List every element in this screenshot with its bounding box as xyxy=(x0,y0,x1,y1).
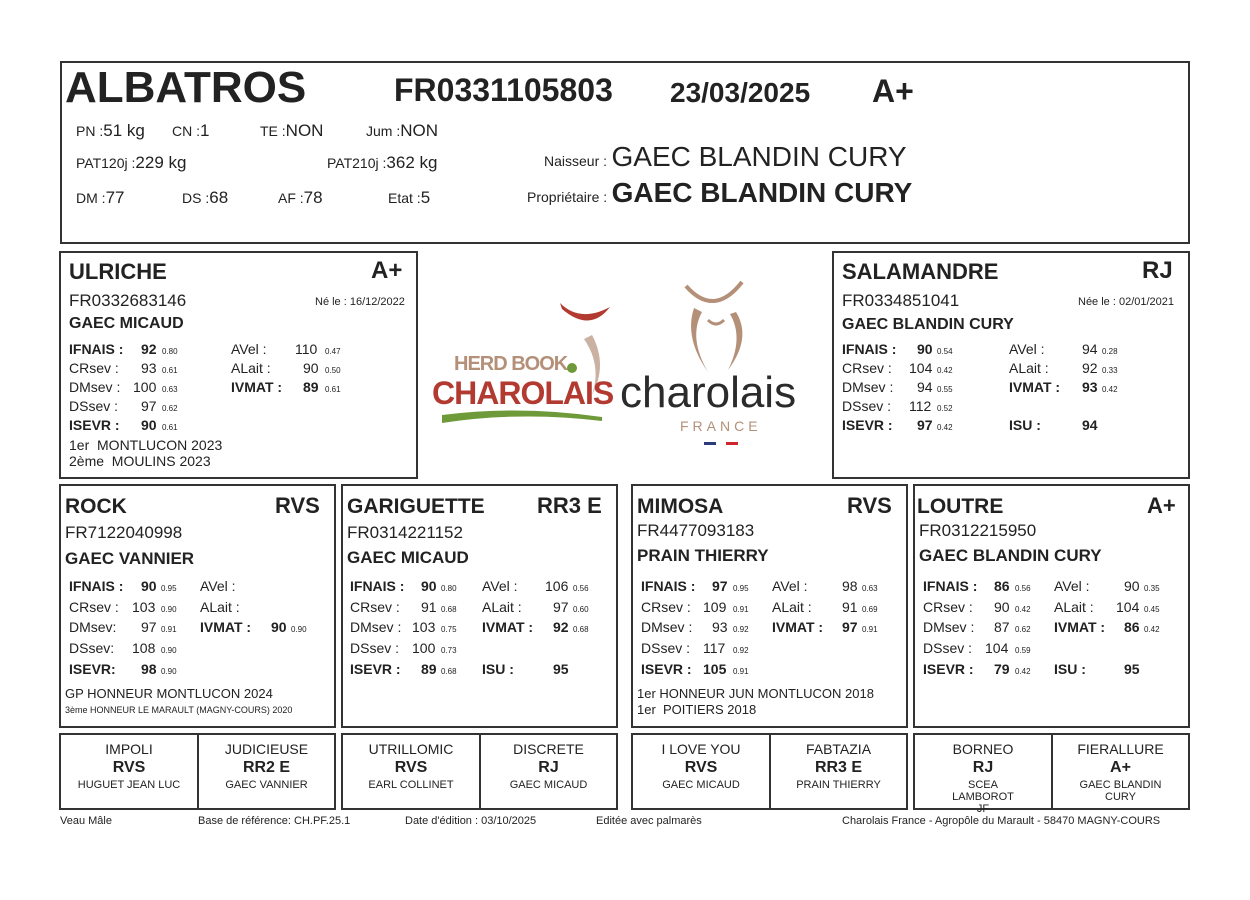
gp-stat-row: IFNAIS : 86 0.56 AVel : 90 0.35 xyxy=(923,578,1160,594)
af-field: AF :78 xyxy=(278,188,323,207)
gp-stat-row: CRsev : 109 0.91 ALait : 91 0.69 xyxy=(641,599,878,615)
sire-box xyxy=(59,251,418,479)
gp-id: FR7122040998 xyxy=(65,523,183,542)
proprietaire-field: Propriétaire : GAEC BLANDIN CURY xyxy=(527,177,913,208)
gp-owner: GAEC MICAUD xyxy=(347,548,469,567)
sire-stat-row: IFNAIS : 92 0.80 AVel : 110 0.47 xyxy=(69,341,341,357)
ggp-cell xyxy=(915,735,1053,815)
gp-stat-row: DSsev : 104 0.59 xyxy=(923,640,1031,656)
sire-id: FR0332683146 xyxy=(69,291,187,310)
dam-stat-row: DSsev : 112 0.52 xyxy=(842,398,953,414)
ggp-name: FIERALLURE xyxy=(1077,741,1164,757)
ggp-cell xyxy=(343,735,481,808)
herdbook-logo xyxy=(430,295,630,435)
herdbook-top-text: HERD BOOK xyxy=(454,353,568,375)
gp-stat-row: DSsev : 100 0.73 xyxy=(350,640,457,656)
footer-palmares-note: Editée avec palmarès xyxy=(596,815,702,827)
herdbook-main-text: CHAROLAIS xyxy=(432,375,614,411)
ggp-name: I LOVE YOU xyxy=(661,741,741,757)
gp-stat-row: IFNAIS : 97 0.95 AVel : 98 0.63 xyxy=(641,578,878,594)
gp-owner: GAEC VANNIER xyxy=(65,549,195,568)
dm-field: DM :77 xyxy=(76,188,125,207)
dam-owner: GAEC BLANDIN CURY xyxy=(842,316,1014,333)
dam-grade: RJ xyxy=(1142,257,1173,284)
gp-stat-row: CRsev : 90 0.42 ALait : 104 0.45 xyxy=(923,599,1160,615)
ggp-grade: A+ xyxy=(1110,759,1131,776)
ggp-pair-box xyxy=(341,733,618,810)
gp-id: FR4477093183 xyxy=(637,521,755,540)
france-word: FRANCE xyxy=(680,418,762,434)
sire-grade: A+ xyxy=(371,257,403,284)
ggp-name: IMPOLI xyxy=(105,741,153,757)
sire-owner: GAEC MICAUD xyxy=(69,315,184,332)
dam-birth: Née le : 02/01/2021 xyxy=(1078,296,1175,308)
ggp-name: BORNEO xyxy=(952,741,1014,757)
ggp-grade: RVS xyxy=(394,759,428,776)
herdbook-dot xyxy=(567,363,577,373)
ggp-cell xyxy=(771,735,906,808)
ggp-grade: RVS xyxy=(684,759,718,776)
gp-grade: RVS xyxy=(275,493,320,518)
dam-id: FR0334851041 xyxy=(842,291,960,310)
ggp-pair-box xyxy=(913,733,1190,815)
gp-box-mimosa xyxy=(631,484,908,728)
gp-grade: RR3 E xyxy=(537,493,602,518)
sire-stat-row: ISEVR : 90 0.61 xyxy=(69,417,178,433)
gp-stat-row: CRsev : 103 0.90 ALait : xyxy=(69,599,240,615)
gp-stat-row: DSsev : 117 0.92 xyxy=(641,640,749,656)
gp-stat-row: CRsev : 91 0.68 ALait : 97 0.60 xyxy=(350,599,589,615)
gp-stat-row: DSsev: 108 0.90 xyxy=(69,640,177,656)
ggp-name: UTRILLOMIC xyxy=(368,741,454,757)
gp-box-gariguette xyxy=(341,484,618,728)
sire-stat-row: DMsev : 100 0.63 IVMAT : 89 0.61 xyxy=(69,379,341,395)
gp-grade: RVS xyxy=(847,493,892,518)
ggp-cell xyxy=(199,735,334,808)
ggp-grade: RR3 E xyxy=(814,759,863,776)
gp-owner: PRAIN THIERRY xyxy=(637,546,769,565)
gp-name: MIMOSA xyxy=(637,495,724,518)
ggp-cell xyxy=(61,735,199,808)
dam-stat-row: DMsev : 94 0.55 IVMAT : 93 0.42 xyxy=(842,379,1118,395)
gp-stat-row: ISEVR: 98 0.90 xyxy=(69,661,177,677)
ds-field: DS :68 xyxy=(182,188,229,207)
gp-id: FR0314221152 xyxy=(347,523,463,542)
sire-birth: Né le : 16/12/2022 xyxy=(315,296,405,308)
charolais-word: charolais xyxy=(620,368,797,417)
ggp-owner: GAEC BLANDIN CURY xyxy=(1079,779,1162,803)
ggp-pair-box xyxy=(631,733,908,810)
ggp-cell xyxy=(633,735,771,808)
gp-stat-row: IFNAIS : 90 0.95 AVel : xyxy=(69,578,236,594)
ggp-cell xyxy=(1053,735,1188,808)
ggp-owner: PRAIN THIERRY xyxy=(796,779,881,791)
te-field: TE :NON xyxy=(260,121,324,140)
sire-stat-row: DSsev : 97 0.62 xyxy=(69,398,178,414)
gp-box-loutre xyxy=(913,484,1190,728)
flag-red-bar xyxy=(726,442,738,445)
gp-stat-row: ISEVR : 105 0.91 xyxy=(641,661,749,677)
dam-stat-row: IFNAIS : 90 0.54 AVel : 94 0.28 xyxy=(842,341,1118,357)
pat210-field: PAT210j :362 kg xyxy=(327,153,438,172)
ggp-name: FABTAZIA xyxy=(805,741,872,757)
gp-id: FR0312215950 xyxy=(919,521,1037,540)
ggp-name: JUDICIEUSE xyxy=(224,741,309,757)
naisseur-field: Naisseur : GAEC BLANDIN CURY xyxy=(544,141,907,172)
ggp-owner: SCEA LAMBOROT JF xyxy=(952,779,1014,815)
gp-palmares-1: 1er HONNEUR JUN MONTLUCON 2018 xyxy=(637,686,874,701)
gp-stat-row: DMsev: 97 0.91 IVMAT : 90 0.90 xyxy=(69,619,307,635)
ggp-grade: RJ xyxy=(972,759,994,776)
flag-blue-bar xyxy=(704,442,716,445)
etat-field: Etat :5 xyxy=(388,188,431,207)
ggp-owner: EARL COLLINET xyxy=(368,779,454,791)
gp-stat-row: DMsev : 87 0.62 IVMAT : 86 0.42 xyxy=(923,619,1160,635)
sire-palmares-2: 2ème MOULINS 2023 xyxy=(69,453,211,469)
ggp-name: DISCRETE xyxy=(513,741,584,757)
gp-name: GARIGUETTE xyxy=(347,495,485,518)
dam-stat-row: ISEVR : 97 0.42 ISU : 94 xyxy=(842,417,1098,433)
ggp-owner: HUGUET JEAN LUC xyxy=(77,779,181,791)
cn-field: CN :1 xyxy=(172,121,210,140)
ggp-owner: GAEC VANNIER xyxy=(225,779,308,791)
sire-name: ULRICHE xyxy=(69,259,167,284)
gp-stat-row: DMsev : 93 0.92 IVMAT : 97 0.91 xyxy=(641,619,878,635)
gp-stat-row: IFNAIS : 90 0.80 AVel : 106 0.56 xyxy=(350,578,589,594)
gp-palmares-2: 3ème HONNEUR LE MARAULT (MAGNY-COURS) 2020 xyxy=(65,705,293,715)
ggp-pair-box xyxy=(59,733,336,810)
pat120-field: PAT120j :229 kg xyxy=(76,153,187,172)
footer-base: Base de référence: CH.PF.25.1 xyxy=(198,815,351,827)
ggp-grade: RR2 E xyxy=(242,759,291,776)
animal-name: ALBATROS xyxy=(65,63,307,112)
animal-grade: A+ xyxy=(872,73,914,109)
gp-box-rock xyxy=(59,484,336,728)
footer-organization: Charolais France - Agropôle du Marault - 58470 MAGNY-COURS xyxy=(842,815,1161,827)
footer-edition-date: Date d'édition : 03/10/2025 xyxy=(405,815,537,827)
animal-birth-date: 23/03/2025 xyxy=(670,77,811,108)
gp-palmares-2: 1er POITIERS 2018 xyxy=(637,702,757,717)
gp-stat-row: DMsev : 103 0.75 IVMAT : 92 0.68 xyxy=(350,619,589,635)
charolais-france-logo xyxy=(618,278,828,453)
ggp-owner: GAEC MICAUD xyxy=(662,779,740,791)
footer-sex: Veau Mâle xyxy=(60,815,112,827)
animal-header-box xyxy=(60,61,1190,244)
pn-field: PN :51 kg xyxy=(76,121,145,140)
sire-stat-row: CRsev : 93 0.61 ALait : 90 0.50 xyxy=(69,360,341,376)
gp-stat-row: ISEVR : 89 0.68 ISU : 95 xyxy=(350,661,569,677)
gp-name: LOUTRE xyxy=(917,495,1004,518)
gp-stat-row: ISEVR : 79 0.42 ISU : 95 xyxy=(923,661,1140,677)
dam-name: SALAMANDRE xyxy=(842,259,999,284)
gp-palmares-1: GP HONNEUR MONTLUCON 2024 xyxy=(65,686,273,701)
gp-owner: GAEC BLANDIN CURY xyxy=(919,546,1102,565)
gp-name: ROCK xyxy=(65,495,127,518)
ggp-grade: RVS xyxy=(112,759,146,776)
sire-palmares-1: 1er MONTLUCON 2023 xyxy=(69,437,223,453)
ggp-owner: GAEC MICAUD xyxy=(509,779,588,791)
gp-grade: A+ xyxy=(1147,493,1176,518)
ggp-grade: RJ xyxy=(538,759,559,776)
animal-id: FR0331105803 xyxy=(394,72,613,108)
jum-field: Jum :NON xyxy=(366,121,439,140)
dam-box xyxy=(832,251,1190,479)
dam-stat-row: CRsev : 104 0.42 ALait : 92 0.33 xyxy=(842,360,1118,376)
ggp-cell xyxy=(481,735,616,808)
